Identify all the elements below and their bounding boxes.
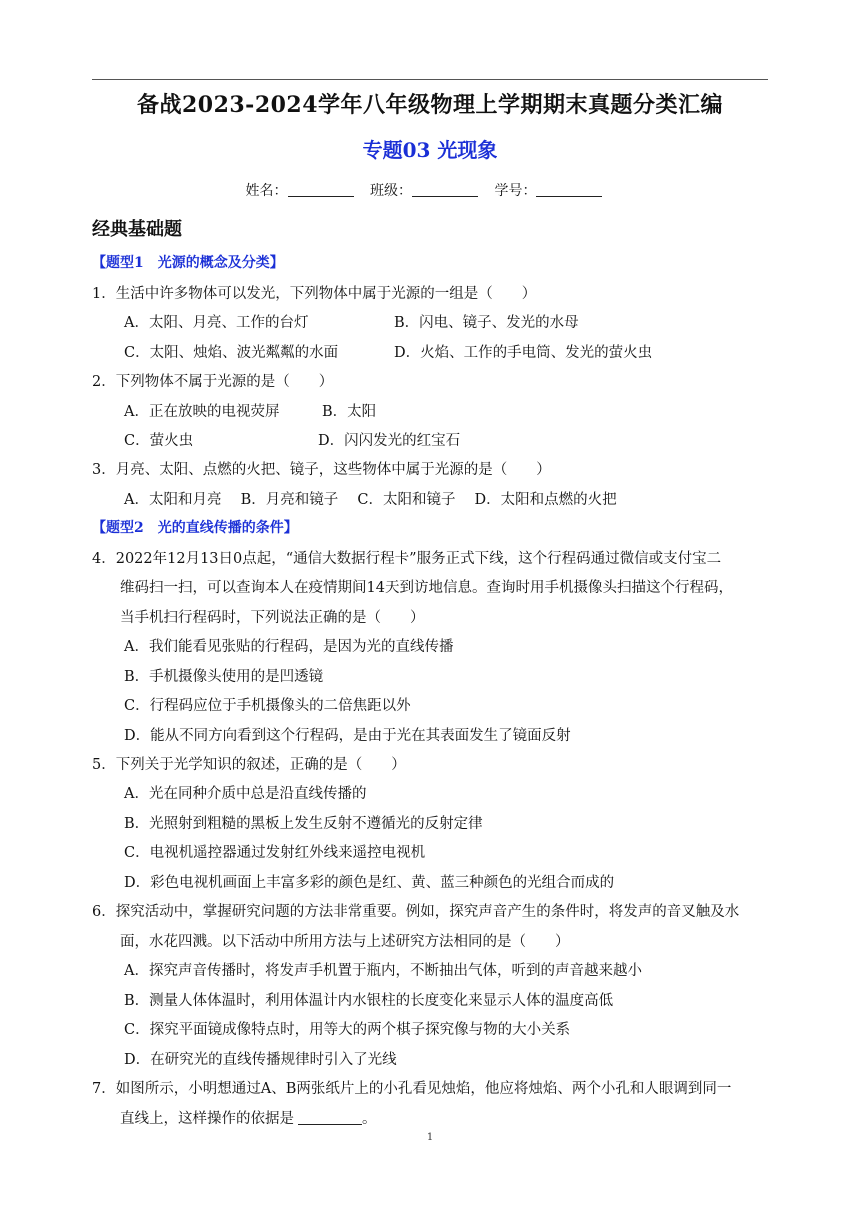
q5-option-d: D．彩色电视机画面上丰富多彩的颜色是红、黄、蓝三种颜色的光组合而成的 <box>124 875 615 891</box>
document-subtitle: 专题03 光现象 <box>362 138 498 162</box>
q4-text-line1: 4．2022年12月13日0点起，“通信大数据行程卡”服务正式下线，这个行程码通过微信或支付宝二 <box>92 551 722 567</box>
name-blank[interactable] <box>288 182 354 197</box>
q2-option-d: D．闪闪发光的红宝石 <box>318 433 461 449</box>
q1-option-c: C．太阳、烛焰、波光粼粼的水面 <box>124 345 339 361</box>
header-rule <box>92 79 768 80</box>
q5-option-c: C．电视机遥控器通过发射红外线来遥控电视机 <box>124 845 426 861</box>
q5-text: 5．下列关于光学知识的叙述，正确的是（ ） <box>92 757 406 773</box>
q4-option-b: B．手机摄像头使用的是凹透镜 <box>124 669 324 685</box>
q5-option-a: A．光在同种介质中总是沿直线传播的 <box>124 786 367 802</box>
q1-option-d: D．火焰、工作的手电筒、发光的萤火虫 <box>394 345 653 361</box>
q7-text-line2 <box>120 1107 377 1128</box>
q1-text: 1．生活中许多物体可以发光，下列物体中属于光源的一组是（ ） <box>92 286 537 302</box>
q7-text-line2-body: 直线上，这样操作的依据是 <box>120 1111 294 1127</box>
id-label: 学号： <box>494 183 537 199</box>
q6-text-line1: 6．探究活动中，掌握研究问题的方法非常重要。例如，探究声音产生的条件时，将发声的音叉触及水 <box>92 904 740 920</box>
q2-option-c: C．萤火虫 <box>124 433 194 449</box>
q6-option-b: B．测量人体体温时，利用体温计内水银柱的长度变化来显示人体的温度高低 <box>124 993 614 1009</box>
type1-heading: 【题型1 光源的概念及分类】 <box>92 255 284 271</box>
q2-option-b: B．太阳 <box>322 404 377 420</box>
q5-option-b: B．光照射到粗糙的黑板上发生反射不遵循光的反射定律 <box>124 816 483 832</box>
q6-option-d: D．在研究光的直线传播规律时引入了光线 <box>124 1052 397 1068</box>
q2-option-a: A．正在放映的电视荧屏 <box>124 404 280 420</box>
type2-heading: 【题型2 光的直线传播的条件】 <box>92 520 298 536</box>
q7-text-line1: 7．如图所示，小明想通过A、B两张纸片上的小孔看见烛焰，他应将烛焰、两个小孔和人眼调到同一 <box>92 1081 732 1097</box>
q2-text: 2．下列物体不属于光源的是（ ） <box>92 374 334 390</box>
q6-text-line2: 面，水花四溅。以下活动中所用方法与上述研究方法相同的是（ ） <box>120 934 570 950</box>
q1-option-a: A．太阳、月亮、工作的台灯 <box>124 315 309 331</box>
q4-text-line2: 维码扫一扫，可以查询本人在疫情期间14天到访地信息。查询时用手机摄像头扫描这个行程码， <box>120 580 733 596</box>
student-info-line <box>0 180 860 200</box>
q1-option-b: B．闪电、镜子、发光的水母 <box>394 315 579 331</box>
q4-option-d: D．能从不同方向看到这个行程码，是由于光在其表面发生了镜面反射 <box>124 728 571 744</box>
id-blank[interactable] <box>536 182 602 197</box>
q4-option-c: C．行程码应位于手机摄像头的二倍焦距以外 <box>124 698 411 714</box>
q6-option-a: A．探究声音传播时，将发声手机置于瓶内，不断抽出气体，听到的声音越来越小 <box>124 963 642 979</box>
document-title: 备战2023-2024学年八年级物理上学期期末真题分类汇编 <box>136 92 724 118</box>
class-blank[interactable] <box>412 182 478 197</box>
q7-text-line2-end: 。 <box>362 1111 377 1127</box>
class-label: 班级： <box>370 183 412 199</box>
q3-options: A．太阳和月亮 B．月亮和镜子 C．太阳和镜子 D．太阳和点燃的火把 <box>124 492 617 508</box>
q6-option-c: C．探究平面镜成像特点时，用等大的两个棋子探究像与物的大小关系 <box>124 1022 571 1038</box>
q3-text: 3．月亮、太阳、点燃的火把、镜子，这些物体中属于光源的是（ ） <box>92 462 551 478</box>
q4-text-line3: 当手机扫行程码时，下列说法正确的是（ ） <box>120 610 425 626</box>
name-label: 姓名： <box>245 183 288 199</box>
q4-option-a: A．我们能看见张贴的行程码，是因为光的直线传播 <box>124 639 454 655</box>
section-heading: 经典基础题 <box>92 219 182 240</box>
page-number: 1 <box>426 1132 434 1143</box>
q7-answer-blank[interactable] <box>298 1110 362 1125</box>
